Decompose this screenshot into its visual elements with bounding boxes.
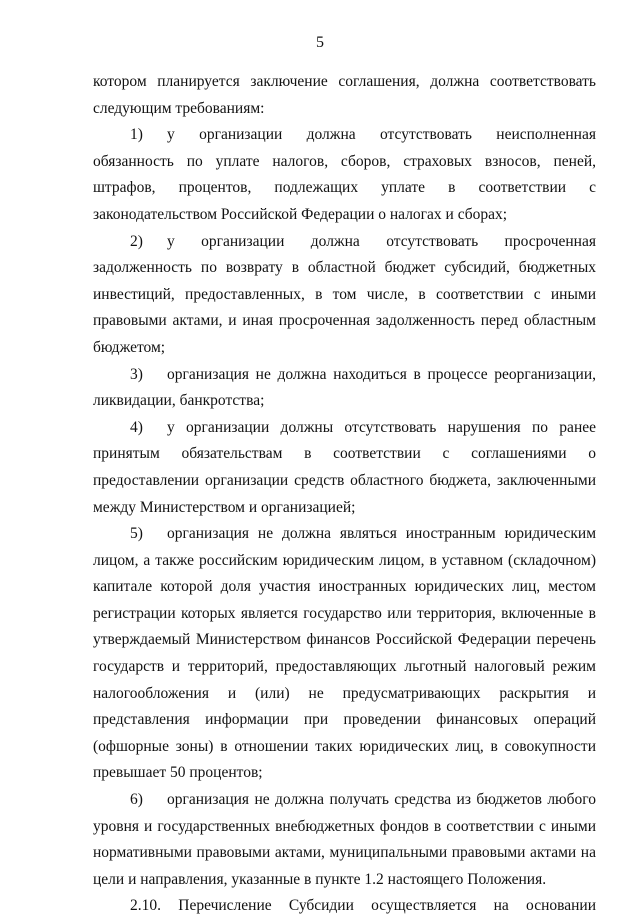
intro-paragraph: котором планируется заключение соглашения, должна соответствовать следующим требованиям: <box>93 73 596 117</box>
document-body <box>93 69 596 920</box>
list-item <box>93 362 596 415</box>
list-item-text: организация не должна получать средства из бюджетов любого уровня и государственных внебюджетных фондов в соответствии с иными нормативными правовыми актами, муниципальными правовыми актами на цели и направления, указанные в пункте 1.2 настоящего Положения. <box>93 791 596 888</box>
list-item-number: 6) <box>130 791 143 809</box>
list-item-number: 4) <box>130 418 143 436</box>
list-item-number: 5) <box>130 525 143 543</box>
list-item-number: 1) <box>130 126 143 144</box>
page-number: 5 <box>316 34 324 51</box>
list-item <box>93 415 596 521</box>
list-item-text: у организации должна отсутствовать просроченная задолженность по возврату в областной бюджет субсидий, бюджетных инвестиций, предоставленных, в том числе, в соответствии с иными правовыми актами, и иная просроченная задолженность перед областным бюджетом; <box>93 232 596 356</box>
list-item <box>93 521 596 787</box>
list-item <box>93 122 596 228</box>
list-item-text: организация не должна находиться в процессе реорганизации, ликвидации, банкротства; <box>93 365 596 410</box>
list-item-number: 2) <box>130 232 143 250</box>
list-item <box>93 787 596 893</box>
list-item-text: у организации должна отсутствовать неисполненная обязанность по уплате налогов, сборов, страховых взносов, пеней, штрафов, процентов, подлежащих уплате в соответствии с законодательством Российской Федерации о налогах и сборах; <box>93 126 596 223</box>
section-paragraph: 2.10. Перечисление Субсидии осуществляется на основании <box>130 897 596 915</box>
list-item-number: 3) <box>130 365 143 383</box>
list-item-text: у организации должны отсутствовать нарушения по ранее принятым обязательствам в соответствии с соглашениями о предоставлении организации средств областного бюджета, заключенными между Министерством и организацией; <box>93 418 596 516</box>
list-item-text: организация не должна являться иностранным юридическим лицом, а также российским юридическим лицом, в уставном (складочном) капитале которой доля участия иностранных юридических лиц, местом регистрации которых является государство или территория, включенные в утверждаемый Министерством финансов Российской Федерации перечень государств и территорий, предоставляющих льготный налоговый режим налогообложения и (или) не предусматривающих раскрытия и представления информации при проведении финансовых операций (офшорные зоны) в отношении таких юридических лиц, в совокупности превышает 50 процентов; <box>93 525 596 782</box>
list-item <box>93 229 596 362</box>
